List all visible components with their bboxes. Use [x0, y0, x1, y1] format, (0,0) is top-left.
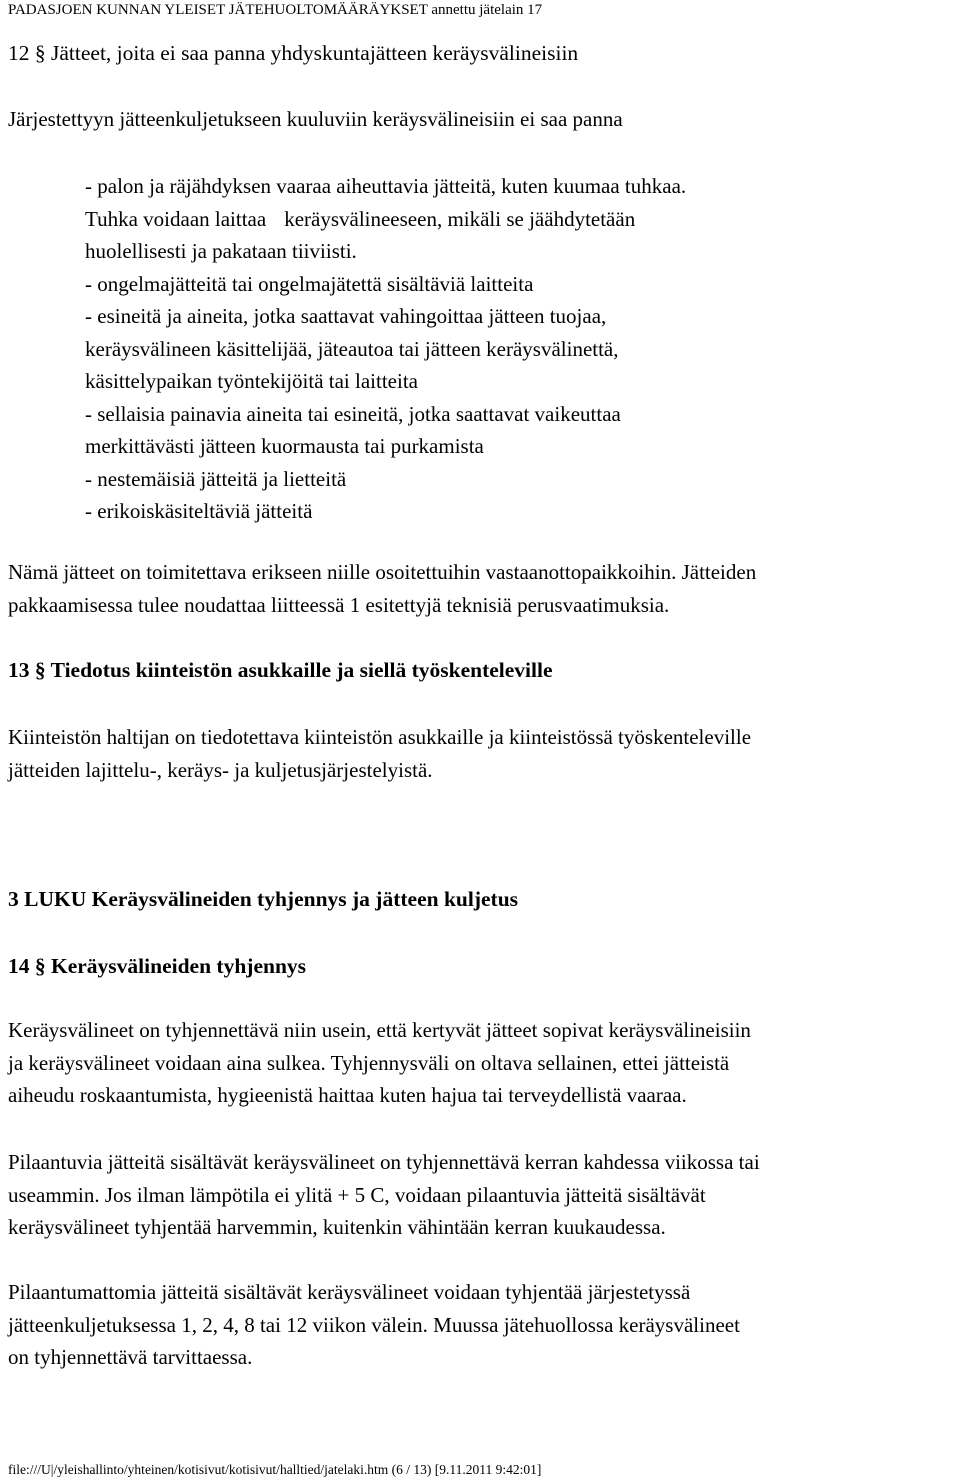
list-item: - erikoiskäsiteltäviä jätteitä	[85, 499, 313, 523]
list-item: - ongelmajätteitä tai ongelmajätettä sisältäviä laitteita	[85, 271, 534, 296]
list-item: keräysvälineen käsittelijää, jäteautoa tai jätteen keräysvälinettä,	[85, 336, 619, 361]
list-item: - esineitä ja aineita, jotka saattavat vahingoittaa jätteen tuojaa,	[85, 304, 607, 328]
list-item: Tuhka voidaan laittaa keräysvälineeseen, mikäli se jäähdytetään	[85, 206, 636, 231]
list-item: huolellisesti ja pakataan tiiviisti.	[85, 239, 357, 263]
list-item: - sellaisia painavia aineita tai esineitä, jotka saattavat vaikeuttaa	[85, 401, 621, 426]
list-item: - nestemäisiä jätteitä ja lietteitä	[85, 466, 347, 491]
section-14-paragraph-3: Pilaantumattomia jätteitä sisältävät keräysvälineet voidaan tyhjentää järjestetyssä jätteenkuljetuksessa 1, 2, 4, 8 tai 12 viikon välein. Muussa jätehuollossa keräysvälineet on tyhjennettävä tarvittaessa.	[8, 1280, 740, 1369]
section-14-paragraph-1: Keräysvälineet on tyhjennettävä niin usein, että kertyvät jätteet sopivat keräysvälineisiin ja keräysvälineet voidaan aina sulkea. Tyhjennysväli on oltava sellainen, ettei jätteistä aiheudu roskaantumista, hygieenistä haittaa kuten hajua tai terveydellistä vaaraa.	[8, 1018, 751, 1107]
chapter-3-title: 3 LUKU Keräysvälineiden tyhjennys ja jätteen kuljetus	[8, 887, 519, 911]
section-13-title: 13 § Tiedotus kiinteistön asukkaille ja siellä työskenteleville	[8, 658, 553, 682]
list-item: - palon ja räjähdyksen vaaraa aiheuttavia jätteitä, kuten kuumaa tuhkaa.	[85, 174, 687, 198]
page-footer-url: file:///U|/yleishallinto/yhteinen/kotisivut/kotisivut/halltied/jatelaki.htm (6 / 13) [9.11.2011 9:42:01]	[8, 1462, 542, 1477]
section-12-paragraph: Nämä jätteet on toimitettava erikseen niille osoitettuihin vastaanottopaikkoihin. Jätteiden pakkaamisessa tulee noudattaa liitteessä 1 esitettyjä teknisiä perusvaatimuksia.	[8, 560, 757, 617]
page-header: PADASJOEN KUNNAN YLEISET JÄTEHUOLTOMÄÄRÄYKSET annettu jätelain 17	[8, 2, 543, 18]
section-12-list	[85, 170, 686, 528]
section-12-title: 12 § Jätteet, joita ei saa panna yhdyskuntajätteen keräysvälineisiin	[8, 41, 579, 65]
section-14-title: 14 § Keräysvälineiden tyhjennys	[8, 954, 307, 978]
section-14-paragraph-2: Pilaantuvia jätteitä sisältävät keräysvälineet on tyhjennettävä kerran kahdessa viikossa tai useammin. Jos ilman lämpötila ei ylitä + 5 C, voidaan pilaantuvia jätteitä sisältävät keräysvälineet tyhjentää harvemmin, kuitenkin vähintään kerran kuukaudessa.	[8, 1150, 760, 1239]
list-item: käsittelypaikan työntekijöitä tai laitteita	[85, 369, 418, 393]
section-12-intro: Järjestettyyn jätteenkuljetukseen kuuluviin keräysvälineisiin ei saa panna	[8, 107, 623, 131]
list-item: merkittävästi jätteen kuormausta tai purkamista	[85, 434, 484, 458]
section-13-paragraph: Kiinteistön haltijan on tiedotettava kiinteistön asukkaille ja kiinteistössä työskenteleville jätteiden lajittelu-, keräys- ja kuljetusjärjestelyistä.	[8, 725, 752, 782]
